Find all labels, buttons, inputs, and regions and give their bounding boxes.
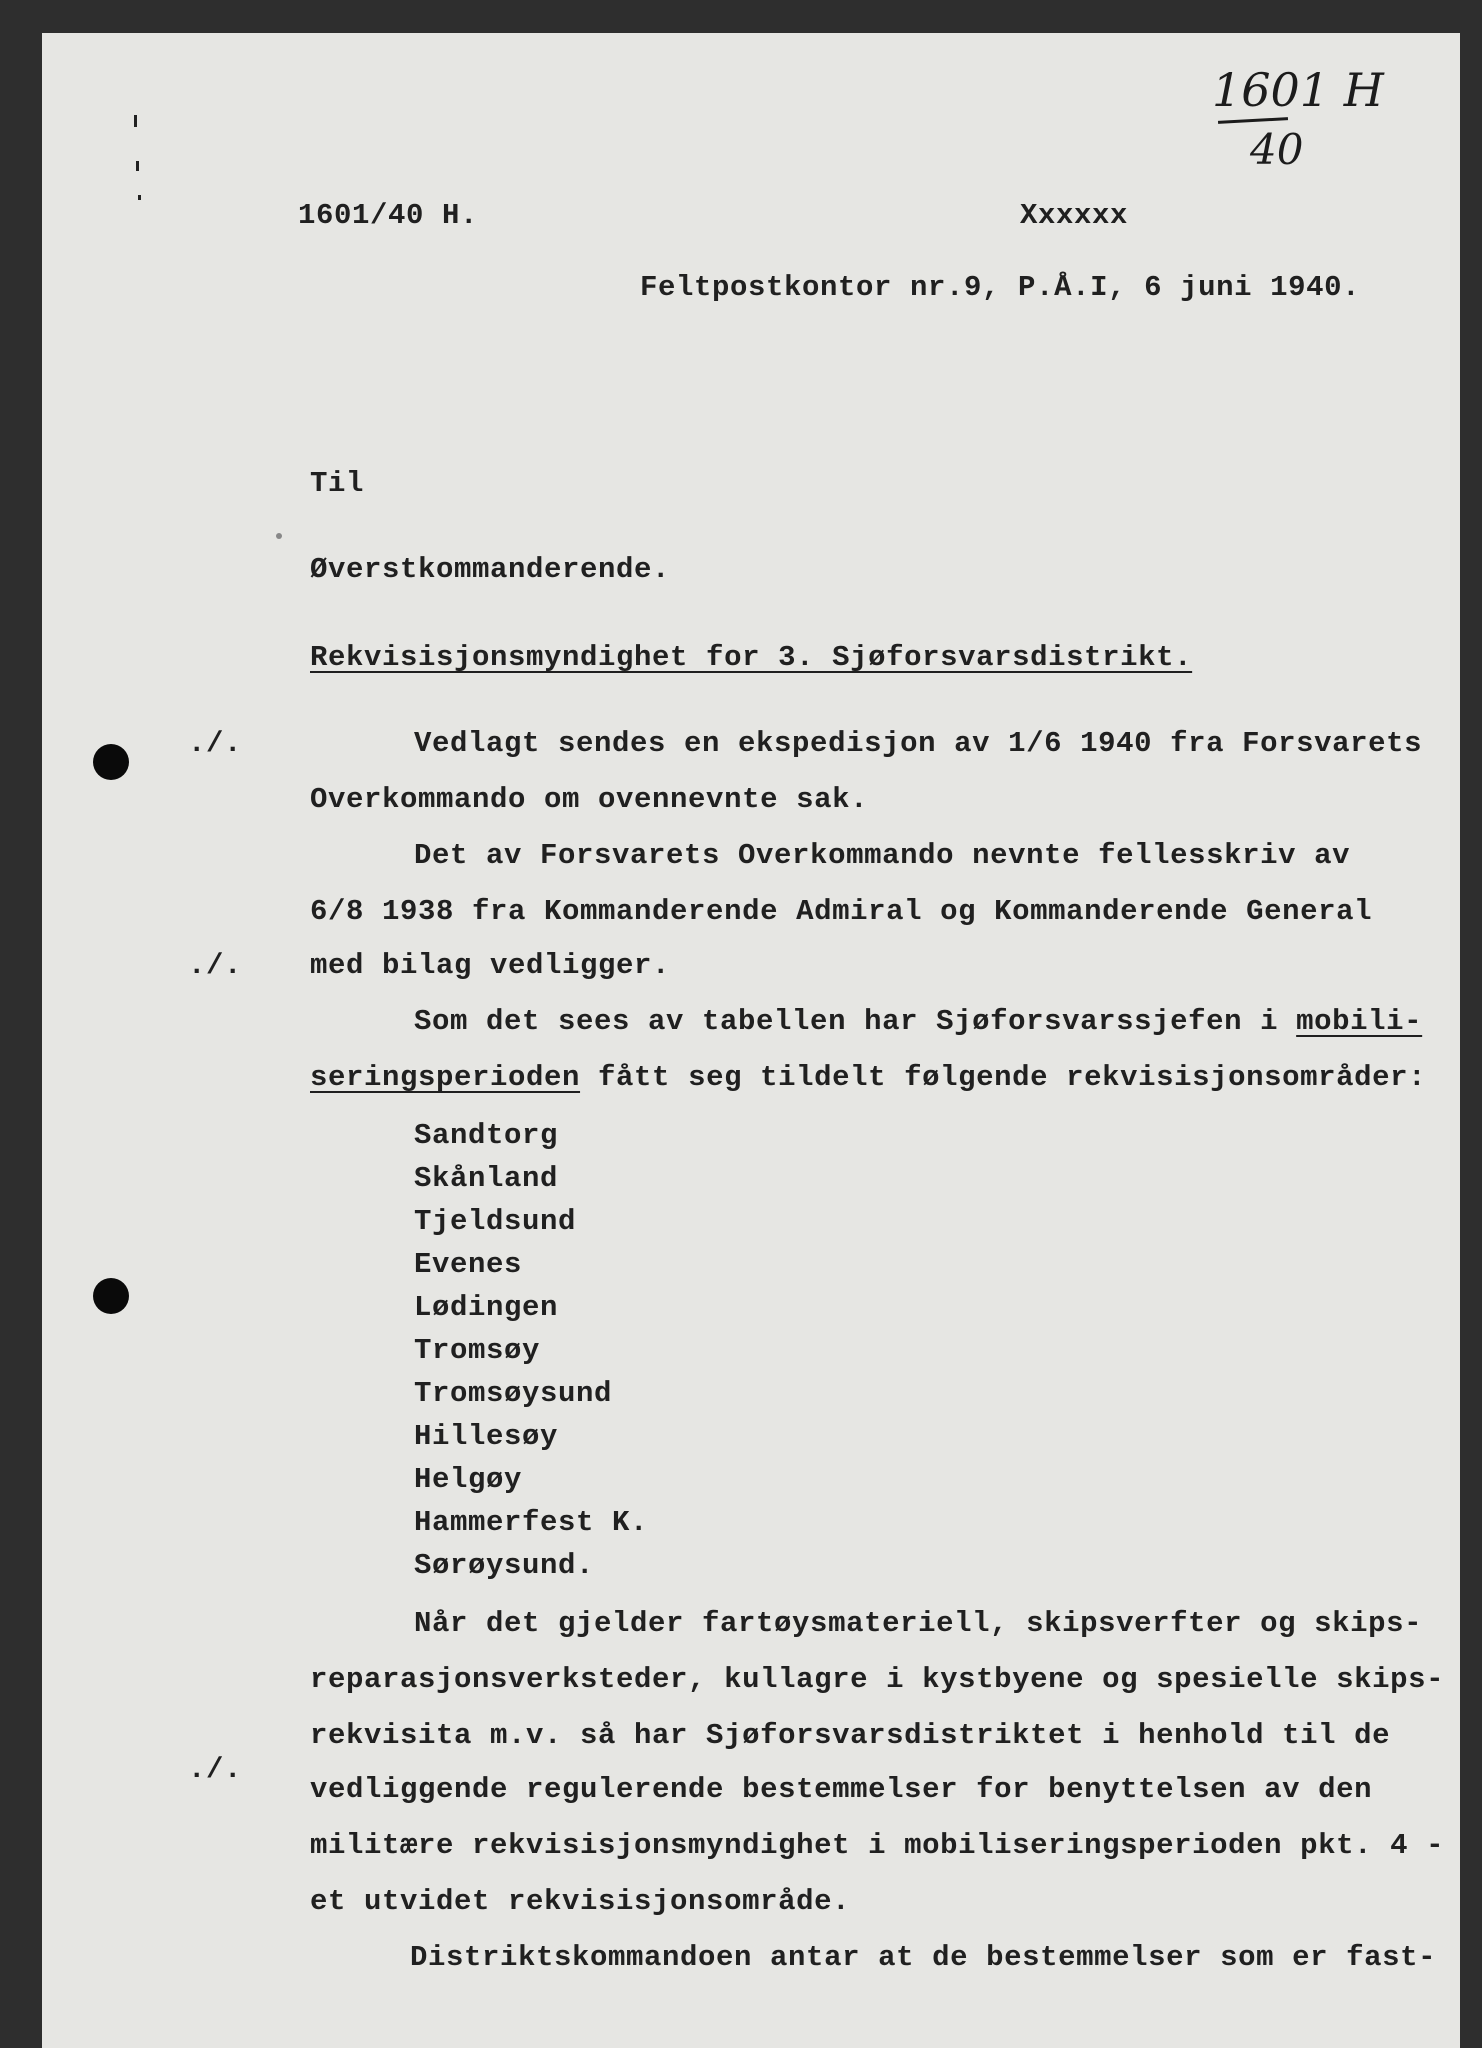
area-item: Hillesøy — [414, 1420, 559, 1453]
handwritten-fraction-line — [1218, 117, 1288, 124]
body-text: Som det sees av tabellen har Sjøforsvarssjefen i — [414, 1005, 1297, 1038]
body-line: rekvisita m.v. så har Sjøforsvarsdistriktet i henhold til de — [310, 1719, 1391, 1752]
tick-mark — [138, 195, 141, 200]
underlined-text: seringsperioden — [310, 1061, 581, 1094]
body-line: Når det gjelder fartøysmateriell, skipsverfter og skips- — [414, 1607, 1423, 1640]
area-item: Evenes — [414, 1248, 523, 1281]
body-line: Det av Forsvarets Overkommando nevnte fellesskriv av — [414, 839, 1351, 872]
area-item: Tromsøy — [414, 1334, 541, 1367]
area-item: Lødingen — [414, 1291, 559, 1324]
body-line: Distriktskommandoen antar at de bestemmelser som er fast- — [410, 1941, 1437, 1974]
body-line: Vedlagt sendes en ekspedisjon av 1/6 1940 fra Forsvarets — [414, 727, 1423, 760]
handwritten-year: 40 — [1250, 125, 1304, 174]
margin-mark: ./. — [188, 1753, 243, 1786]
area-item: Hammerfest K. — [414, 1506, 649, 1539]
area-item: Sørøysund. — [414, 1549, 595, 1582]
area-item: Helgøy — [414, 1463, 523, 1496]
tick-mark — [136, 161, 139, 171]
body-text: fått seg tildelt følgende rekvisisjonsområder: — [580, 1061, 1427, 1094]
body-line: 6/8 1938 fra Kommanderende Admiral og Kommanderende General — [310, 895, 1373, 928]
margin-mark: ./. — [188, 727, 243, 760]
body-line — [310, 1061, 1426, 1095]
body-line: Overkommando om ovennevnte sak. — [310, 783, 869, 816]
paper-sheet — [42, 33, 1460, 2048]
area-item: Tjeldsund — [414, 1205, 577, 1238]
reference-number: 1601/40 H. — [298, 199, 479, 232]
body-line: et utvidet rekvisisjonsområde. — [310, 1885, 851, 1918]
margin-mark: ./. — [188, 949, 243, 982]
area-item: Tromsøysund — [414, 1377, 613, 1410]
punch-hole — [93, 744, 129, 780]
tick-mark — [134, 115, 137, 127]
recipient: Øverstkommanderende. — [310, 553, 671, 586]
body-line: reparasjonsverksteder, kullagre i kystbyene og spesielle skips- — [310, 1663, 1445, 1696]
underlined-text: mobili- — [1296, 1005, 1423, 1038]
body-line: vedliggende regulerende bestemmelser for benyttelsen av den — [310, 1773, 1373, 1806]
subject-line: Rekvisisjonsmyndighet for 3. Sjøforsvarsdistrikt. — [310, 641, 1193, 674]
place-date: Feltpostkontor nr.9, P.Å.I, 6 juni 1940. — [640, 271, 1361, 304]
ink-speck — [276, 533, 282, 539]
area-item: Sandtorg — [414, 1119, 559, 1152]
punch-hole — [93, 1278, 129, 1314]
classification-mark: Xxxxxx — [1020, 199, 1129, 232]
to-label: Til — [310, 467, 365, 500]
body-line: med bilag vedligger. — [310, 949, 671, 982]
body-line: militære rekvisisjonsmyndighet i mobiliseringsperioden pkt. 4 - — [310, 1829, 1445, 1862]
area-item: Skånland — [414, 1162, 559, 1195]
body-line — [414, 1005, 1422, 1039]
handwritten-number: 1601 H — [1212, 63, 1384, 117]
